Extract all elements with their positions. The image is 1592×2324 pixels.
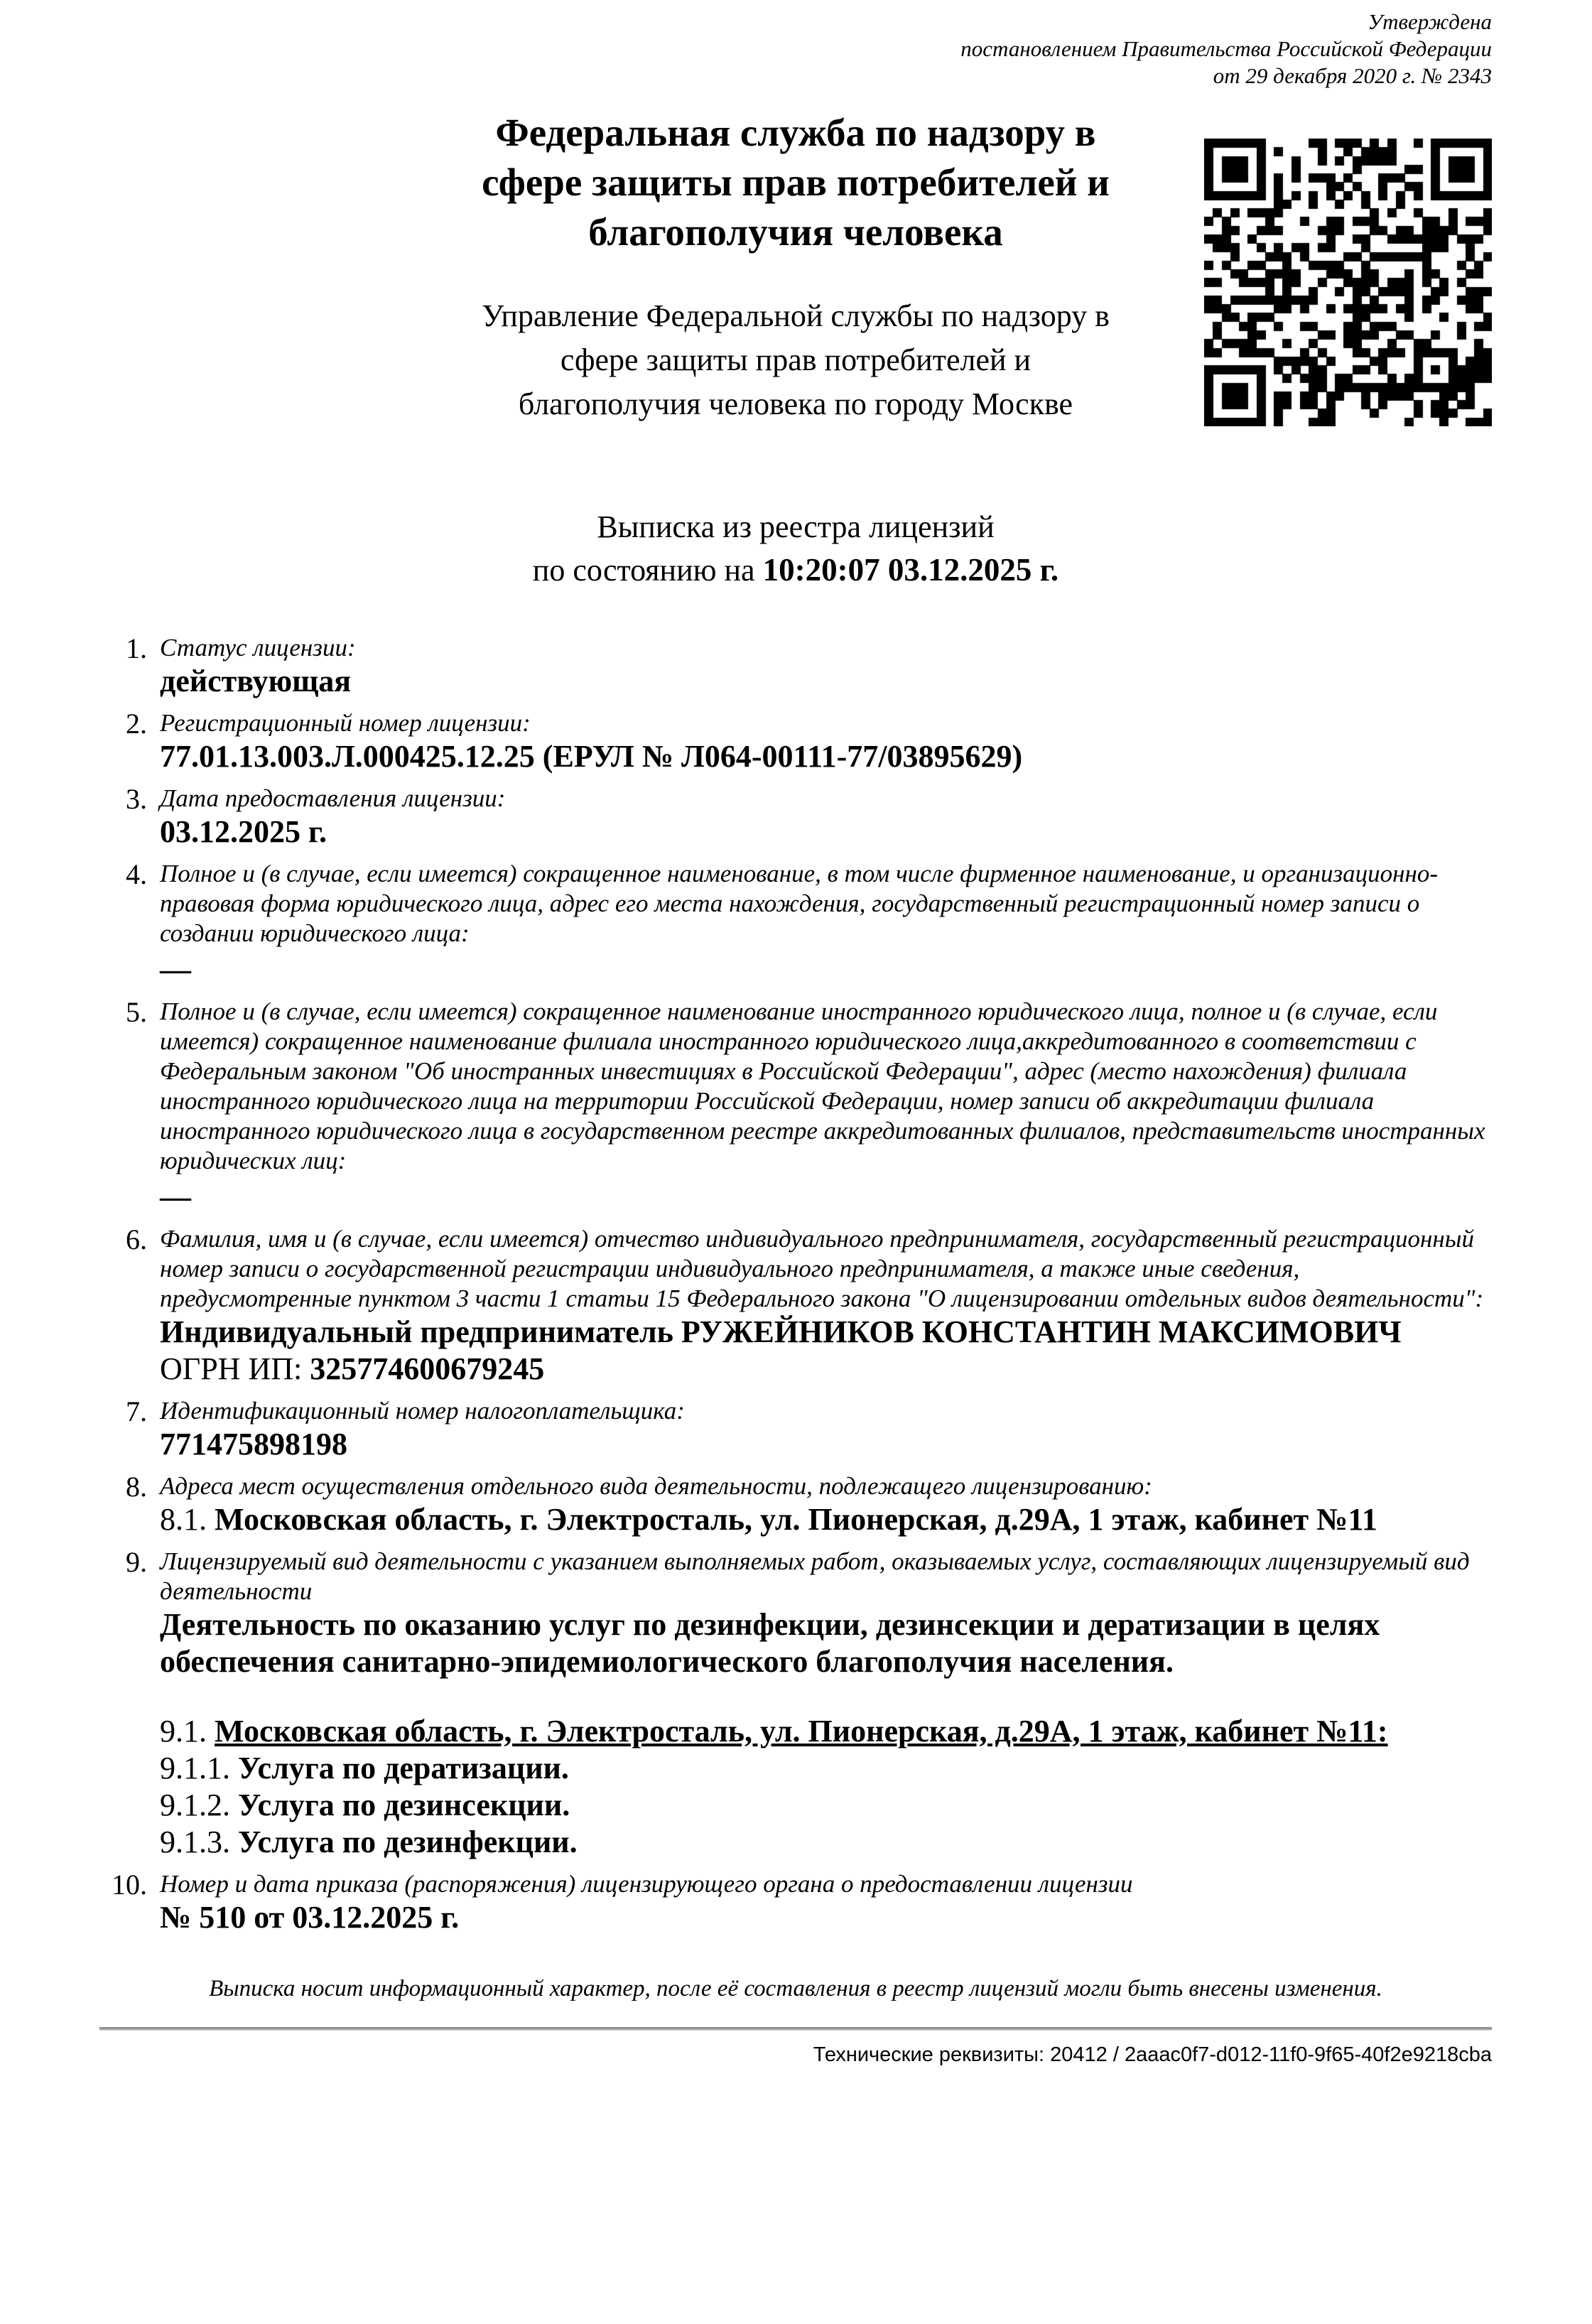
field-label: Полное и (в случае, если имеется) сокращенное наименование, в том числе фирменное наименование, и организационно-правовая форма юридического лица, адрес его места нахождения, государственный регистрационный номер записи о создании юридического лица: — [160, 860, 1438, 947]
department-line: благополучия человека по городу Москве — [518, 387, 1073, 421]
service-number: 9.1.1. — [160, 1751, 238, 1785]
authority-line: сфере защиты прав потребителей и — [482, 161, 1110, 204]
entrepreneur-name: Индивидуальный предприниматель РУЖЕЙНИКОВ КОНСТАНТИН МАКСИМОВИЧ — [160, 1314, 1402, 1349]
empty-value-dash: — — [160, 952, 191, 987]
footer-divider — [99, 2027, 1492, 2031]
field-label: Идентификационный номер налогоплательщика: — [160, 1397, 685, 1425]
item-number: 10. — [112, 1869, 147, 1901]
activity-address — [160, 1713, 1492, 1750]
field-label: Статус лицензии: — [160, 634, 356, 661]
inn-number: 771475898198 — [160, 1427, 347, 1461]
service-number: 9.1.2. — [160, 1788, 238, 1822]
activity-description: Деятельность по оказанию услуг по дезинфекции, дезинсекции и дератизации в целях обеспечения санитарно-эпидемиологического благополучия населения. — [160, 1607, 1380, 1679]
ogrn-number: 325774600679245 — [310, 1351, 545, 1386]
authority-line: благополучия человека — [588, 210, 1003, 254]
authority-line: Федеральная служба по надзору в — [495, 111, 1096, 154]
item-number: 1. — [126, 632, 147, 664]
service-name: Услуга по дезинсекции. — [238, 1788, 570, 1822]
technical-requisites: Технические реквизиты: 20412 / 2aaac0f7-d012-11f0-9f65-40f2e9218cba — [813, 2043, 1492, 2066]
item-number: 4. — [126, 858, 147, 890]
field-label: Номер и дата приказа (распоряжения) лицензирующего органа о предоставлении лицензии — [160, 1870, 1133, 1898]
address-entry — [160, 1501, 1492, 1538]
item-entrepreneur-name — [99, 1224, 1492, 1388]
approval-stamp — [99, 9, 1492, 90]
item-inn — [99, 1396, 1492, 1463]
license-fields-list — [99, 633, 1492, 1936]
approval-line: от 29 декабря 2020 г. № 2343 — [1213, 63, 1492, 88]
approval-line: постановлением Правительства Российской Федерации — [960, 36, 1492, 61]
service-entry — [160, 1787, 1492, 1824]
item-license-status — [99, 633, 1492, 700]
field-value: 03.12.2025 г. — [160, 814, 327, 849]
item-order-number — [99, 1869, 1492, 1936]
ogrn-label: ОГРН ИП: — [160, 1351, 310, 1386]
empty-value-dash: — — [160, 1179, 191, 1214]
item-number: 9. — [126, 1546, 147, 1578]
as-of-timestamp: 10:20:07 03.12.2025 г. — [762, 552, 1059, 588]
field-label: Лицензируемый вид деятельности с указанием выполняемых работ, оказываемых услуг, составляющих лицензируемый вид деятельности — [160, 1547, 1470, 1605]
address-entry-number: 8.1. — [160, 1502, 215, 1537]
as-of-prefix: по состоянию на — [532, 553, 763, 588]
service-entry — [160, 1750, 1492, 1787]
item-legal-entity-name — [99, 859, 1492, 988]
field-value: № 510 от 03.12.2025 г. — [160, 1900, 460, 1935]
field-label: Дата предоставления лицензии: — [160, 784, 506, 812]
service-name: Услуга по дератизации. — [238, 1751, 569, 1785]
item-number: 8. — [126, 1471, 147, 1503]
item-foreign-entity-name — [99, 997, 1492, 1216]
item-number: 3. — [126, 783, 147, 815]
activity-address-value: Московская область, г. Электросталь, ул. Пионерская, д.29А, 1 этаж, кабинет №11: — [215, 1714, 1388, 1749]
document-title-date-line — [99, 548, 1492, 592]
address-entry-value: Московская область, г. Электросталь, ул. Пионерская, д.29А, 1 этаж, кабинет №11 — [215, 1502, 1377, 1537]
approval-line: Утверждена — [1368, 9, 1492, 34]
item-number: 7. — [126, 1395, 147, 1427]
field-label: Регистрационный номер лицензии: — [160, 709, 531, 737]
department-line: Управление Федеральной службы по надзору в — [482, 298, 1110, 333]
informational-notice: Выписка носит информационный характер, после её составления в реестр лицензий могли быть внесены изменения. — [209, 1976, 1382, 2001]
department-line: сфере защиты прав потребителей и — [560, 342, 1031, 377]
field-value: 77.01.13.003.Л.000425.12.25 (ЕРУЛ № Л064-00111-77/03895629) — [160, 739, 1023, 774]
field-label: Полное и (в случае, если имеется) сокращенное наименование иностранного юридического лица, полное и (в случае, если имеется) сокращенное наименование филиала иностранного юридического лица,аккредитованного в соответствии с Федеральным законом "Об иностранных инвестициях в Российской Федерации", адрес (место нахождения) филиала иностранного юридического лица на территории Российской Федерации, номер записи об аккредитации филиала иностранного юридического лица в государственном реестре аккредитованных филиалов, представительств иностранных юридических лиц: — [160, 998, 1485, 1174]
service-entry — [160, 1824, 1492, 1861]
item-number: 6. — [126, 1223, 147, 1255]
activity-address-number: 9.1. — [160, 1714, 215, 1749]
document-title — [99, 506, 1492, 592]
item-registration-number — [99, 708, 1492, 775]
document-title-line: Выписка из реестра лицензий — [597, 509, 995, 544]
item-activity-addresses — [99, 1471, 1492, 1538]
field-label: Адреса мест осуществления отдельного вида деятельности, подлежащего лицензированию: — [160, 1472, 1152, 1500]
item-license-date — [99, 784, 1492, 850]
service-name: Услуга по дезинфекции. — [238, 1825, 578, 1859]
item-licensed-activity — [99, 1547, 1492, 1861]
field-value: действующая — [160, 664, 352, 698]
service-number: 9.1.3. — [160, 1825, 238, 1859]
ogrn-line — [160, 1351, 1492, 1388]
qr-code — [1204, 139, 1492, 426]
field-label: Фамилия, имя и (в случае, если имеется) отчество индивидуального предпринимателя, государственный регистрационный номер записи о государственной регистрации индивидуального предпринимателя, а также иные сведения, предусмотренные пунктом 3 части 1 статьи 15 Федерального закона "О лицензировании отдельных видов деятельности": — [160, 1225, 1484, 1312]
item-number: 5. — [126, 996, 147, 1028]
item-number: 2. — [126, 708, 147, 740]
